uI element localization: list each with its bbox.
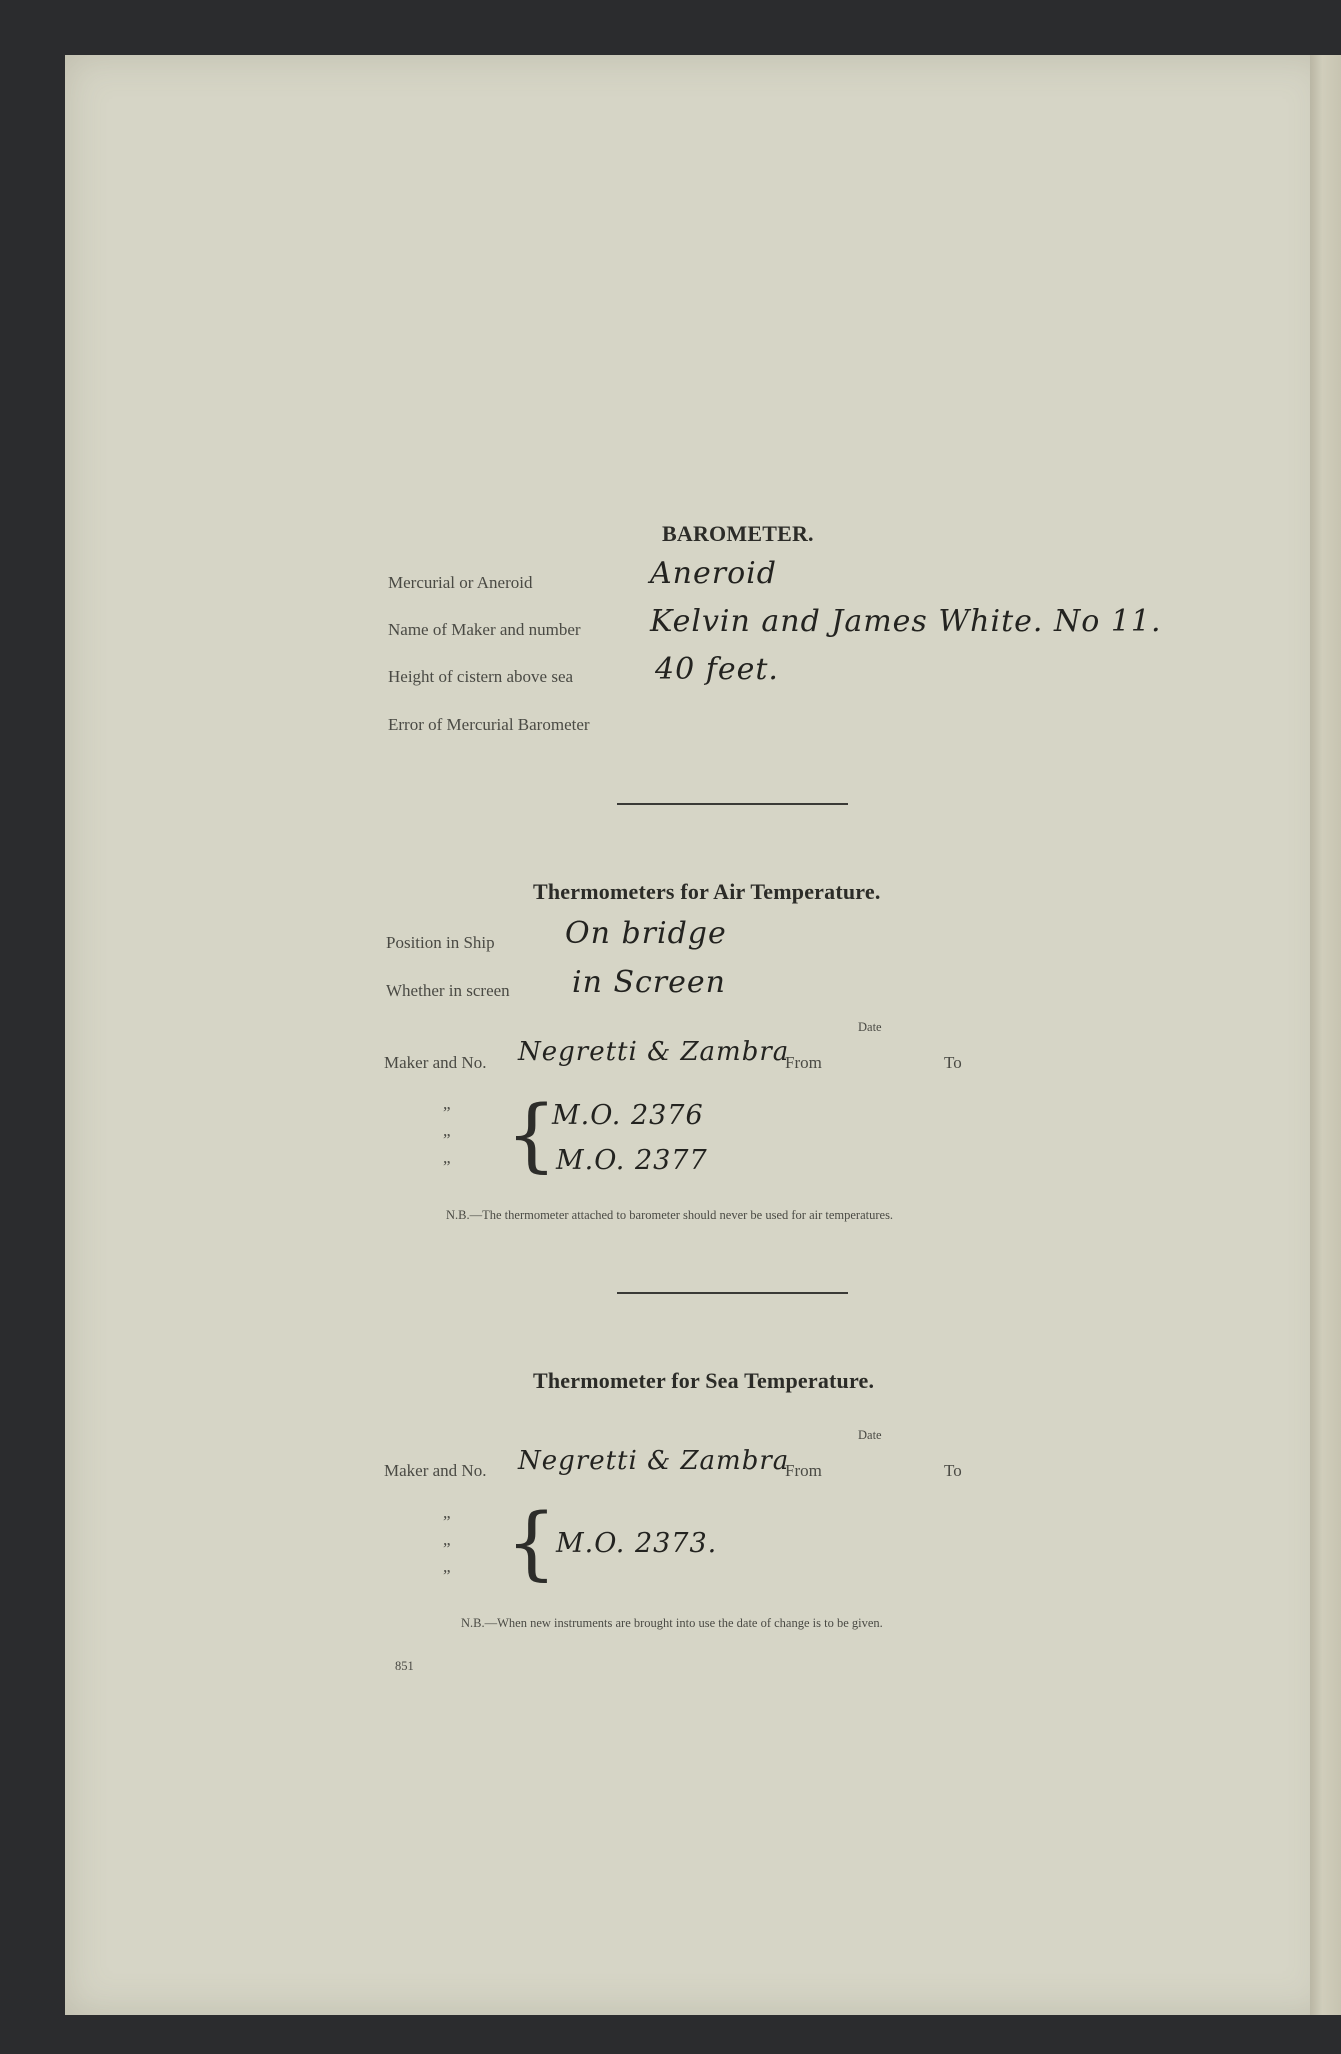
maker-number-label: Name of Maker and number <box>388 620 581 639</box>
form-number: 851 <box>395 1659 414 1673</box>
air-maker-label: Maker and No. <box>384 1053 487 1072</box>
section-divider <box>617 1292 848 1294</box>
air-from-label: From <box>785 1053 822 1072</box>
document-page <box>65 55 1330 2015</box>
air-date-label: Date <box>858 1020 882 1034</box>
position-in-ship-value: On bridge <box>565 916 727 951</box>
cistern-height-label: Height of cistern above sea <box>388 667 574 686</box>
air-note: N.B.—The thermometer attached to barometer should never be used for air temperatures. <box>446 1208 894 1222</box>
air-maker-value: Negretti & Zambra <box>518 1037 790 1067</box>
sea-from-label: From <box>785 1461 822 1480</box>
barometer-heading: BAROMETER. <box>662 521 814 546</box>
sea-note: N.B.—When new instruments are brought into use the date of change is to be given. <box>461 1616 883 1630</box>
air-ditto-1: ” <box>443 1103 451 1122</box>
air-instrument-1: M.O. 2376 <box>552 1100 704 1131</box>
sea-thermometer-heading: Thermometer for Sea Temperature. <box>533 1368 875 1393</box>
whether-in-screen-value: in Screen <box>572 965 726 1000</box>
sea-maker-value: Negretti & Zambra <box>518 1446 790 1476</box>
air-to-label: To <box>944 1053 962 1072</box>
air-ditto-2: ” <box>443 1130 451 1149</box>
mercurial-error-label: Error of Mercurial Barometer <box>388 715 590 734</box>
whether-in-screen-label: Whether in screen <box>386 981 510 1000</box>
air-ditto-3: ” <box>443 1157 451 1176</box>
cistern-height-value: 40 feet. <box>655 652 779 687</box>
sea-ditto-2: ” <box>443 1539 451 1558</box>
sea-to-label: To <box>944 1461 962 1480</box>
book-spine <box>1310 55 1341 2015</box>
air-thermometers-heading: Thermometers for Air Temperature. <box>533 879 881 904</box>
air-instrument-2: M.O. 2377 <box>556 1145 708 1176</box>
position-in-ship-label: Position in Ship <box>386 933 495 952</box>
sea-bracket: { <box>506 1496 557 1589</box>
sea-date-label: Date <box>858 1428 882 1442</box>
mercurial-aneroid-label: Mercurial or Aneroid <box>388 573 533 592</box>
maker-number-value: Kelvin and James White. No 11. <box>650 604 1162 639</box>
section-divider <box>617 803 848 805</box>
mercurial-aneroid-value: Aneroid <box>650 556 777 591</box>
sea-maker-label: Maker and No. <box>384 1461 487 1480</box>
sea-ditto-1: ” <box>443 1512 451 1531</box>
sea-instrument-1: M.O. 2373. <box>556 1528 718 1559</box>
air-bracket: { <box>506 1088 557 1181</box>
sea-ditto-3: ” <box>443 1566 451 1585</box>
